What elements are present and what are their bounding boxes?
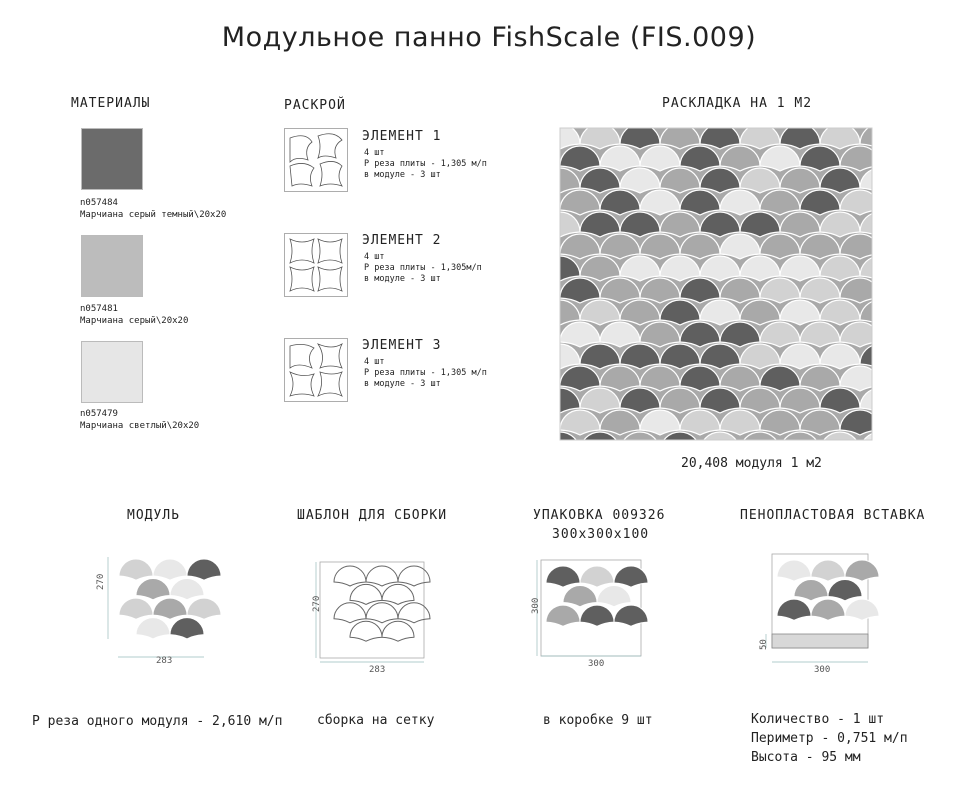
module-height-dim: 270 [96, 573, 106, 590]
module-drawing [100, 545, 220, 670]
scale-tile [520, 190, 560, 215]
element-in-module: в модуле - 3 шт [364, 170, 441, 180]
scale-tile [170, 618, 204, 639]
scale-tile [136, 579, 170, 600]
insert-drawing [758, 552, 873, 677]
insert-line-perimeter: Периметр - 0,751 м/п [751, 731, 908, 746]
package-width-dim: 300 [588, 659, 605, 669]
scale-tile [880, 278, 920, 303]
scale-tile [119, 559, 153, 580]
element-qty: 4 шт [364, 252, 385, 262]
element-title: ЭЛЕМЕНТ 1 [362, 129, 442, 144]
scale-tile [187, 598, 221, 619]
scale-tile [500, 168, 540, 193]
scale-tile [560, 102, 600, 127]
swatch-dark [81, 128, 143, 190]
scale-tile [880, 322, 920, 347]
material-code: n057479 [80, 409, 118, 419]
element-title: ЭЛЕМЕНТ 2 [362, 233, 442, 248]
insert-line-quantity: Количество - 1 шт [751, 712, 885, 727]
scale-tile [500, 388, 540, 413]
material-name: Марчиана серый темный\20x20 [80, 210, 227, 220]
insert-width-dim: 300 [814, 665, 831, 675]
cutting-heading: РАСКРОЙ [284, 98, 346, 113]
cut-diagram-element-2 [284, 233, 348, 297]
scale-tile [153, 559, 187, 580]
materials-heading: МАТЕРИАЛЫ [71, 96, 151, 111]
scale-tile [170, 579, 204, 600]
scale-tile [119, 598, 153, 619]
scale-tile [880, 146, 920, 171]
package-height-dim: 300 [531, 597, 541, 614]
scale-tile [500, 432, 540, 457]
scale-tile [500, 300, 540, 325]
scale-tile [520, 278, 560, 303]
insert-line-height: Высота - 95 мм [751, 750, 861, 765]
package-heading: УПАКОВКА 009326 [533, 508, 666, 523]
module-heading: МОДУЛЬ [127, 508, 180, 523]
element-cut: P реза плиты - 1,305м/п [364, 263, 482, 273]
scale-tile [880, 190, 920, 215]
cut-diagram-element-1 [284, 128, 348, 192]
scale-tile [520, 234, 560, 259]
scale-tile [520, 102, 560, 127]
scale-tile [840, 102, 880, 127]
scale-tile [136, 618, 170, 639]
element-title: ЭЛЕМЕНТ 3 [362, 338, 442, 353]
scale-tile [880, 234, 920, 259]
cut-diagram-element-3 [284, 338, 348, 402]
element-cut: P реза плиты - 1,305 м/п [364, 159, 487, 169]
material-code: n057484 [80, 198, 118, 208]
scale-tile [880, 410, 920, 435]
page-title: Модульное панно FishScale (FIS.009) [221, 22, 757, 53]
layout-heading: РАСКЛАДКА НА 1 М2 [662, 96, 813, 111]
material-code: n057481 [80, 304, 118, 314]
scale-tile [880, 366, 920, 391]
package-size: 300x300x100 [552, 527, 650, 542]
scale-tile [500, 124, 540, 149]
module-width-dim: 283 [156, 656, 173, 666]
scale-tile [500, 256, 540, 281]
material-name: Марчиана светлый\20x20 [80, 421, 200, 431]
scale-tile [187, 559, 221, 580]
package-caption: в коробке 9 шт [543, 713, 653, 728]
template-height-dim: 270 [312, 595, 322, 612]
insert-height-dim: 50 [759, 639, 769, 650]
scale-tile [500, 212, 540, 237]
insert-heading: ПЕНОПЛАСТОВАЯ ВСТАВКА [740, 508, 926, 523]
element-qty: 4 шт [364, 357, 385, 367]
scale-tile [153, 598, 187, 619]
scale-tile [520, 410, 560, 435]
module-caption: P реза одного модуля - 2,610 м/п [32, 714, 283, 729]
layout-pattern [560, 128, 872, 440]
swatch-light [81, 341, 143, 403]
template-caption: сборка на сетку [317, 713, 435, 728]
element-in-module: в модуле - 3 шт [364, 379, 441, 389]
template-drawing [312, 552, 432, 672]
material-name: Марчиана серый\20x20 [80, 316, 189, 326]
scale-tile [520, 322, 560, 347]
package-drawing [527, 552, 652, 672]
scale-tile [520, 146, 560, 171]
template-heading: ШАБЛОН ДЛЯ СБОРКИ [297, 508, 448, 523]
element-in-module: в модуле - 3 шт [364, 274, 441, 284]
scale-tile [880, 102, 920, 127]
element-qty: 4 шт [364, 148, 385, 158]
layout-caption: 20,408 модуля 1 м2 [681, 456, 822, 471]
swatch-grey [81, 235, 143, 297]
scale-tile [520, 366, 560, 391]
scale-tile [600, 102, 640, 127]
scale-tile [500, 344, 540, 369]
template-width-dim: 283 [369, 665, 386, 675]
element-cut: P реза плиты - 1,305 м/п [364, 368, 487, 378]
foam-insert [772, 634, 868, 648]
